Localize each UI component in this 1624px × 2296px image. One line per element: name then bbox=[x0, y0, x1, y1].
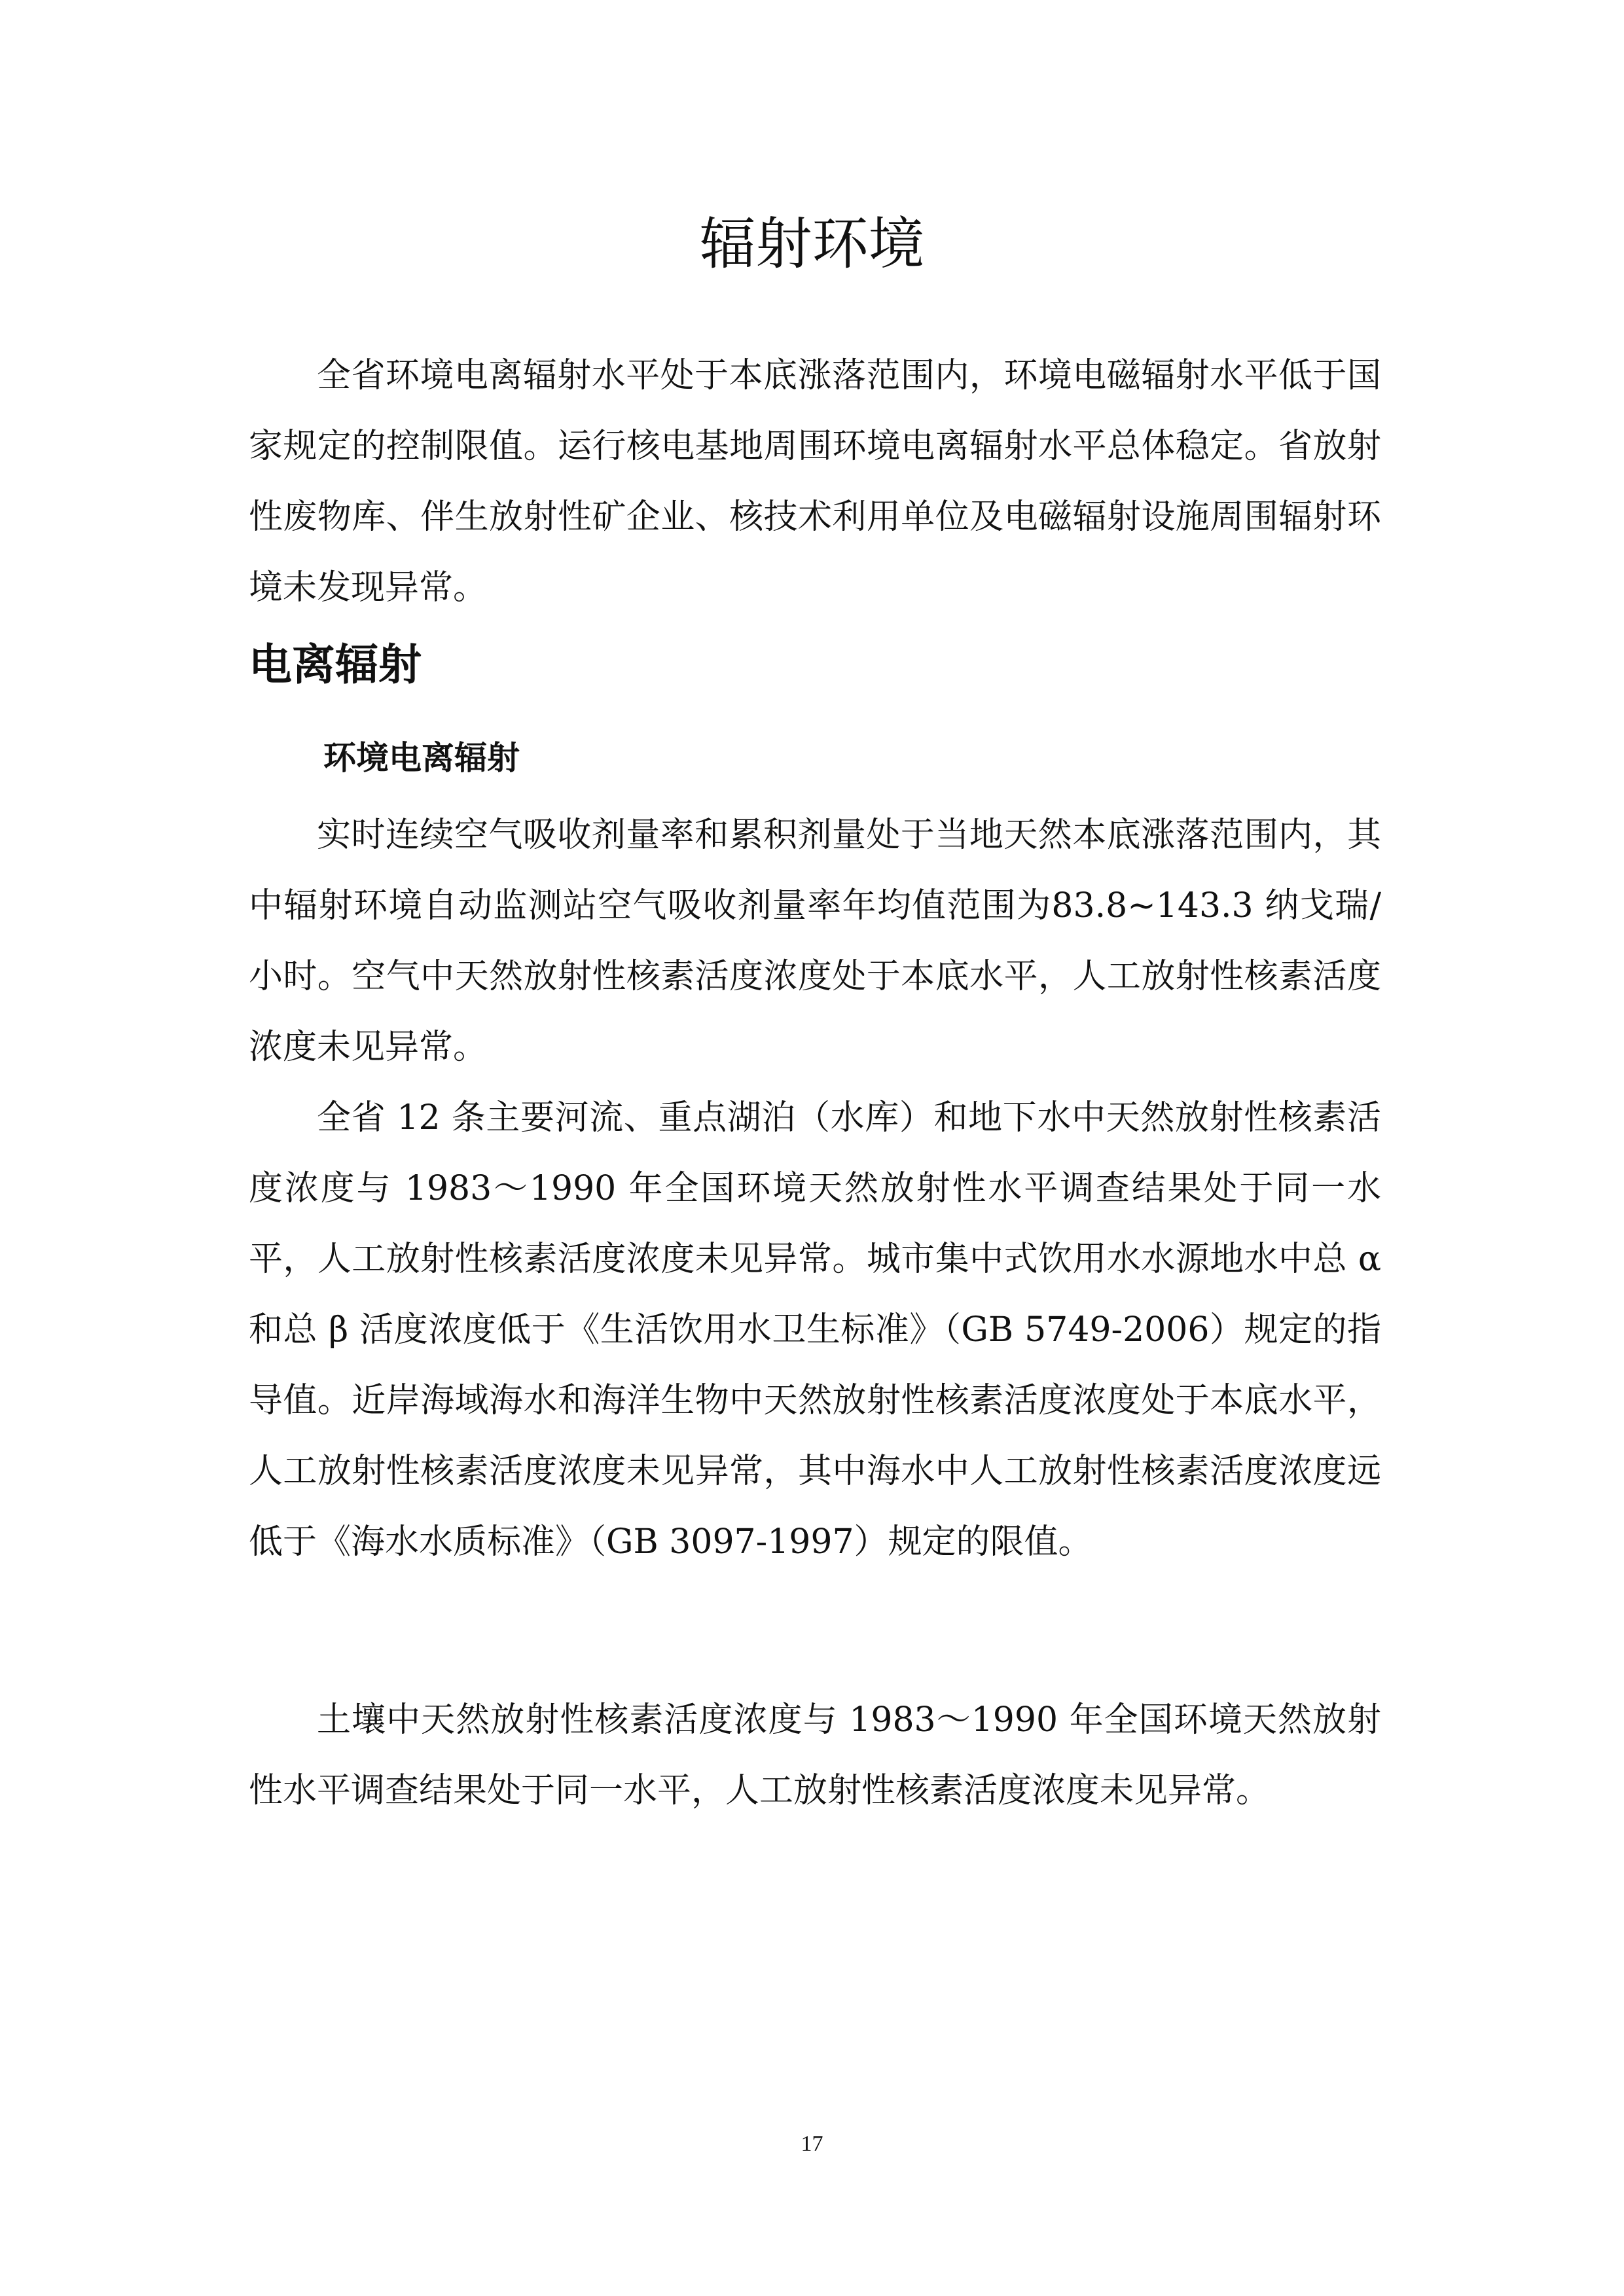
sub-heading: 环境电离辐射 bbox=[323, 739, 520, 777]
paragraph-soil: 土壤中天然放射性核素活度浓度与 1983～1990 年全国环境天然放射性水平调查结果处于同一水平，人工放射性核素活度浓度未见异常。 bbox=[249, 1700, 1381, 1810]
page-title: 辐射环境 bbox=[699, 211, 925, 277]
page-number: 17 bbox=[801, 2132, 823, 2156]
paragraph-air: 实时连续空气吸收剂量率和累积剂量处于当地天然本底涨落范围内，其中辐射环境自动监测站空气吸收剂量率年均值范围为83.8~143.3 纳戈瑞/小时。空气中天然放射性核素活度浓度处于本底水平，人工放射性核素活度浓度未见异常。 bbox=[249, 816, 1381, 1067]
paragraph-water: 全省 12 条主要河流、重点湖泊（水库）和地下水中天然放射性核素活度浓度与 1983～1990 年全国环境天然放射性水平调查结果处于同一水平，人工放射性核素活度浓度未见异常。城市集中式饮用水水源地水中总 α 和总 β 活度浓度低于《生活饮用水卫生标准》（GB 5749-2006）规定的指导值。近岸海域海水和海洋生物中天然放射性核素活度浓度处于本底水平，人工放射性核素活度浓度未见异常，其中海水中人工放射性核素活度浓度远低于《海水水质标准》（GB 3097-1997）规定的限值。 bbox=[249, 1098, 1381, 1562]
intro-paragraph: 全省环境电离辐射水平处于本底涨落范围内，环境电磁辐射水平低于国家规定的控制限值。运行核电基地周围环境电离辐射水平总体稳定。省放射性废物库、伴生放射性矿企业、核技术利用单位及电磁辐射设施周围辐射环境未发现异常。 bbox=[249, 356, 1381, 607]
section-heading: 电离辐射 bbox=[249, 639, 422, 690]
